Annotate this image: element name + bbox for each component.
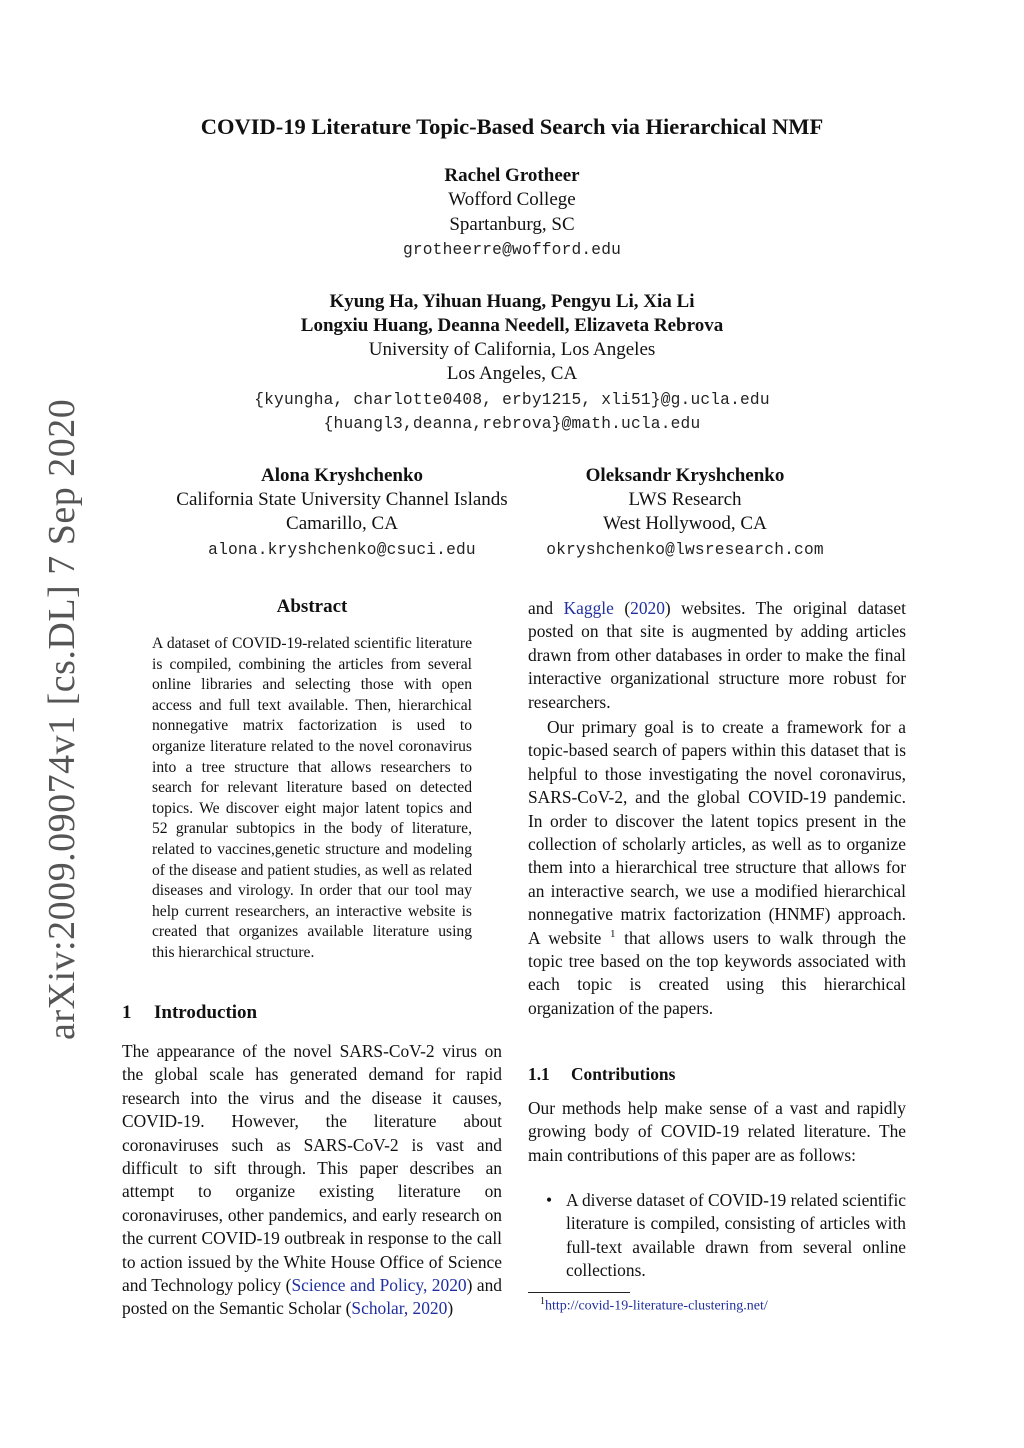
arxiv-identifier: arXiv:2009.09074v1 [cs.DL] 7 Sep 2020 bbox=[41, 398, 83, 1040]
author4-location: West Hollywood, CA bbox=[603, 513, 767, 534]
para1-paren: ( bbox=[613, 598, 631, 618]
citation-link-kaggle-year[interactable]: 2020 bbox=[630, 598, 665, 618]
author3-affiliation: California State University Channel Islands bbox=[176, 489, 508, 510]
author-group2-affiliation: University of California, Los Angeles bbox=[368, 339, 656, 360]
citation-link-kaggle[interactable]: Kaggle bbox=[563, 598, 614, 618]
footnote-divider bbox=[528, 1292, 630, 1293]
citation-link-scholar[interactable]: Scholar, 2020 bbox=[351, 1298, 448, 1319]
author-group2-email-line2: {huangl3,deanna,rebrova}@math.ucla.edu bbox=[323, 415, 701, 433]
introduction-text bbox=[122, 1040, 502, 1321]
abstract-text: A dataset of COVID-19-related scientific literature is compiled, combining the articles from several online libraries and selecting those with open access and full text available. Then, hierarchical nonnegative matrix factorization is used to organize literature related to the novel coronavirus into a tree structure that allows researchers to search for relevant literature based on detected topics. We discover eight major latent topics and 52 granular subtopics in the body of literature, related to vaccines,genetic structure and modeling of the disease and patient studies, as well as related diseases and virology. In order that our tool may help current researchers, an interactive website is created that organizes available literature using this hierarchical structure. bbox=[152, 635, 472, 961]
citation-link-science-policy[interactable]: Science and Policy, 2020 bbox=[291, 1275, 467, 1296]
footnote bbox=[540, 1296, 768, 1315]
section-title: Introduction bbox=[154, 1002, 258, 1023]
paper-title: COVID-19 Literature Topic-Based Search via Hierarchical NMF bbox=[200, 114, 824, 139]
author1-affiliation: Wofford College bbox=[448, 189, 576, 210]
para1-text-end: ) websites. The original dataset posted on that site is augmented by adding articles drawn from other databases in order to make the final interactive organizational structure more robust for researchers. bbox=[528, 598, 906, 712]
author-group2-location: Los Angeles, CA bbox=[446, 363, 578, 384]
footnote-number: 1 bbox=[540, 1296, 545, 1307]
author4-name: Oleksandr Kryshchenko bbox=[585, 465, 785, 486]
para2-text-start: Our primary goal is to create a framework for a topic-based search of papers within this dataset that is helpful to those investigating the novel coronavirus, SARS-CoV-2, and the global COVID-19 pandemic. In order to discover the latent topics present in the collection of scholarly articles, as well as to organize them into a hierarchical tree structure that allows for an interactive search, we use a modified hierarchical nonnegative matrix factorization (HNMF) approach. A website bbox=[528, 717, 906, 948]
author1-name: Rachel Grotheer bbox=[444, 165, 580, 186]
para1-text-start: and bbox=[528, 598, 564, 618]
subsection-number: 1.1 bbox=[528, 1064, 550, 1084]
introduction-heading bbox=[122, 1002, 257, 1024]
bullet-text: A diverse dataset of COVID-19 related scientific literature is compiled, consisting of articles with full-text available drawn from several online collections. bbox=[566, 1190, 906, 1281]
intro-text-part3: ) bbox=[447, 1298, 454, 1319]
author4-affiliation: LWS Research bbox=[628, 489, 742, 510]
author1-location: Spartanburg, SC bbox=[449, 214, 575, 235]
contributions-heading bbox=[528, 1064, 675, 1085]
bullet-icon: • bbox=[546, 1190, 553, 1210]
footnote-marker[interactable]: 1 bbox=[610, 927, 616, 940]
right-paragraph-1 bbox=[528, 597, 906, 714]
abstract-heading: Abstract bbox=[276, 596, 348, 617]
section-number: 1 bbox=[122, 1002, 132, 1023]
para2-text-end: that allows users to walk through the topic tree based on the top keywords associated with each topic is created using this hierarchical organization of the papers. bbox=[528, 927, 906, 1018]
author3-location: Camarillo, CA bbox=[286, 513, 398, 534]
author4-email: okryshchenko@lwsresearch.com bbox=[546, 541, 824, 559]
author1-email: grotheerre@wofford.edu bbox=[402, 241, 622, 259]
author-group2-names-line1: Kyung Ha, Yihuan Huang, Pengyu Li, Xia Li bbox=[329, 291, 695, 312]
contributions-text: Our methods help make sense of a vast and rapidly growing body of COVID-19 related literature. The main contributions of this paper are as follows: bbox=[528, 1098, 906, 1165]
footnote-url-link[interactable]: http://covid-19-literature-clustering.net/ bbox=[545, 1298, 768, 1314]
intro-text-part1: The appearance of the novel SARS-CoV-2 virus on the global scale has generated demand for rapid research into the virus and the disease it causes, COVID-19. However, the literature about coronaviruses such as SARS-CoV-2 is vast and difficult to sift through. This paper describes an attempt to organize existing literature on coronaviruses, other pandemics, and early research on the current COVID-19 outbreak in response to the call to action issued by the White House Office of Science and Technology policy ( bbox=[122, 1041, 502, 1296]
subsection-title: Contributions bbox=[571, 1064, 676, 1084]
right-paragraph-2 bbox=[528, 716, 906, 1020]
author3-name: Alona Kryshchenko bbox=[260, 465, 424, 486]
intro-text-part2: ) and posted on the Semantic Scholar ( bbox=[122, 1275, 503, 1319]
author3-email: alona.kryshchenko@csuci.edu bbox=[208, 541, 476, 559]
author-group2-names-line2: Longxiu Huang, Deanna Needell, Elizaveta Rebrova bbox=[300, 315, 724, 336]
author-group2-email-line1: {kyungha, charlotte0408, erby1215, xli51}@g.ucla.edu bbox=[254, 391, 770, 409]
